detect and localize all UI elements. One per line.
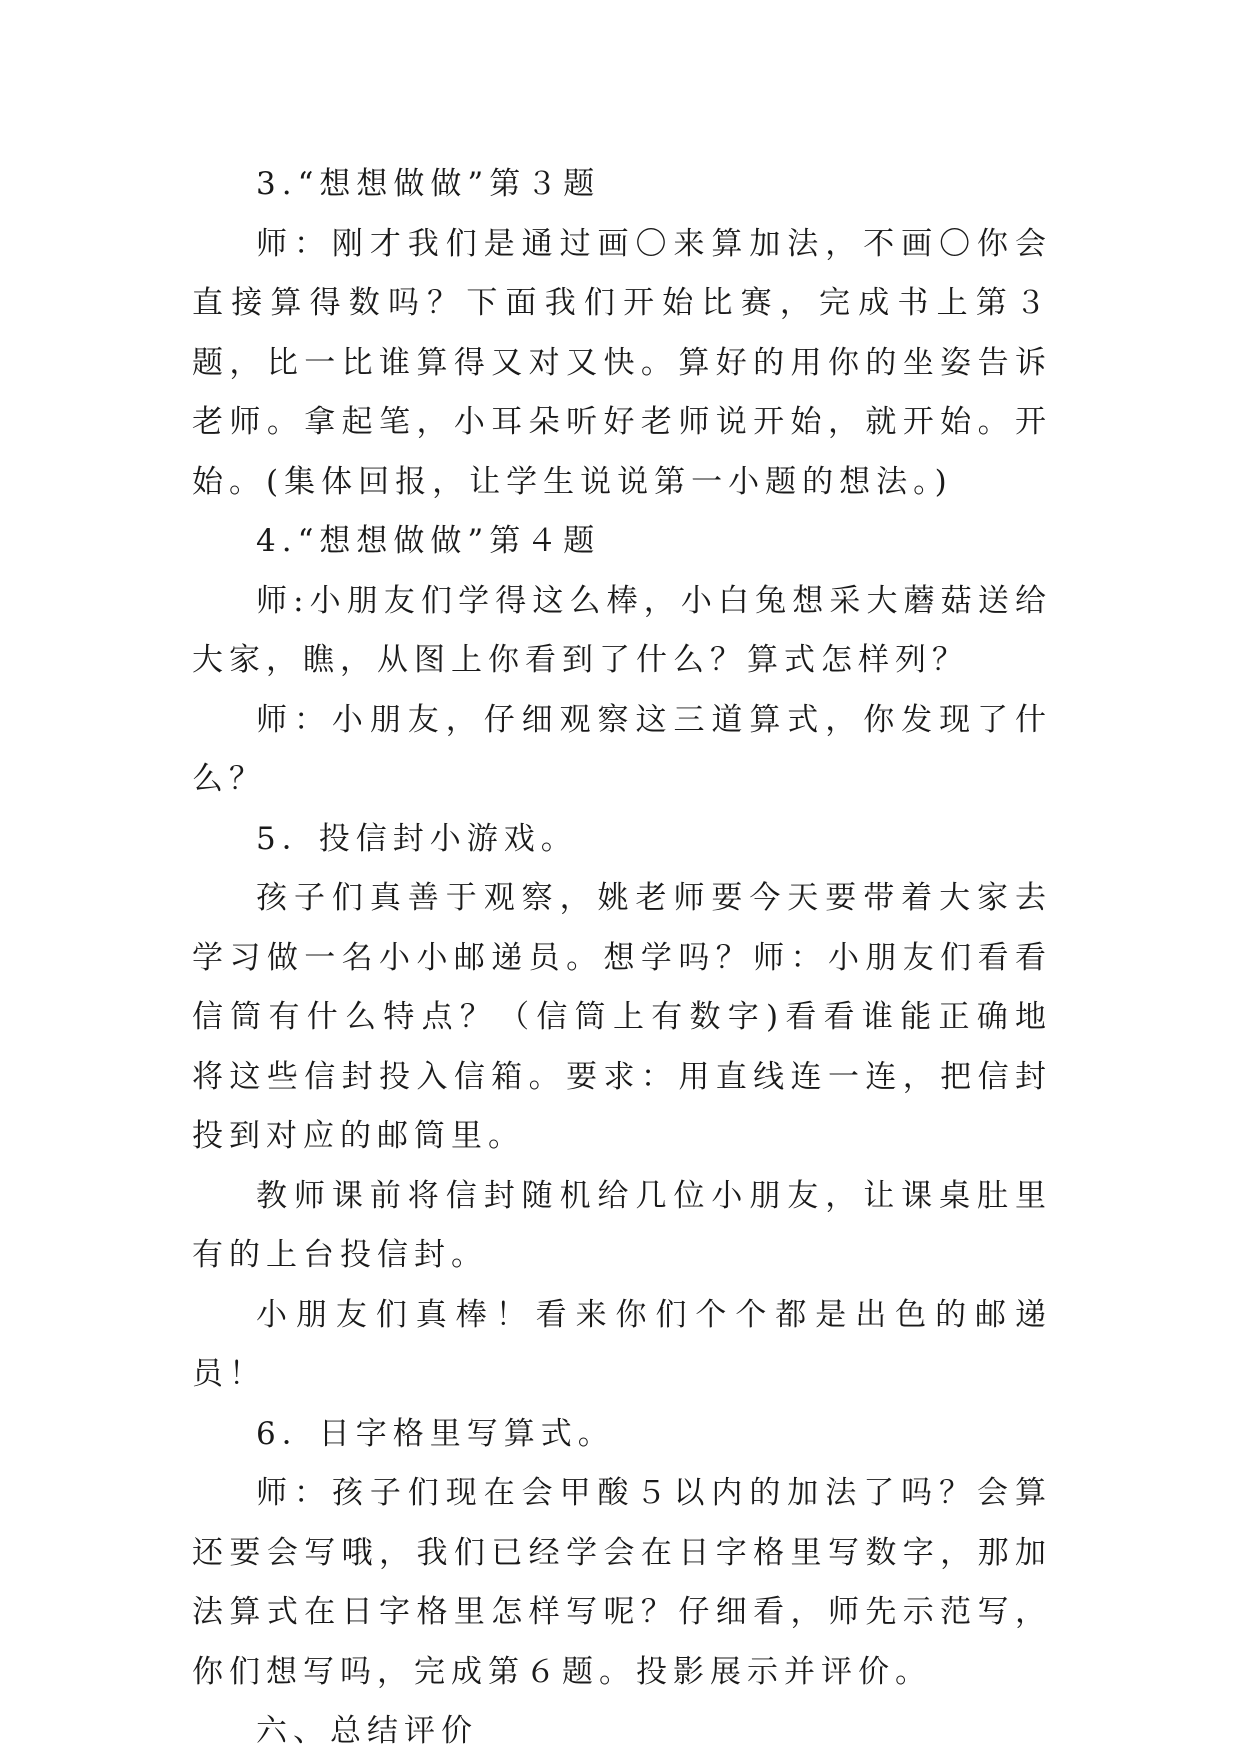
heading-exercise-3: 3.“想想做做”第３题 [256,166,601,202]
document-body [192,155,1052,1762]
heading-writing-grid: 6．日字格里写算式。 [256,1415,615,1452]
heading-summary: 六、总结评价 [256,1713,478,1749]
paragraph-exercise-4-b: 师：小朋友，仔细观察这三道算式，你发现了什么？ [192,701,1052,797]
paragraph-exercise-3: 师：刚才我们是通过画〇来算加法，不画〇你会直接算得数吗？下面我们开始比赛，完成书上第３题，比一比谁算得又对又快。算好的用你的坐姿告诉老师。拿起笔，小耳朵听好老师说开始，就开始。开始。(集体回报，让学生说说第一小题的想法。) [192,225,1052,500]
paragraph-praise: 小朋友们真棒！看来你们个个都是出色的邮递员！ [192,1296,1052,1392]
paragraph-envelope-distribution: 教师课前将信封随机给几位小朋友，让课桌肚里有的上台投信封。 [192,1177,1052,1273]
heading-envelope-game: 5．投信封小游戏。 [256,820,578,857]
paragraph-envelope-game: 孩子们真善于观察，姚老师要今天要带着大家去学习做一名小小邮递员。想学吗？师：小朋友们看看信筒有什么特点？（信筒上有数字)看看谁能正确地将这些信封投入信箱。要求：用直线连一连，把信封投到对应的邮筒里。 [192,880,1052,1154]
paragraph-writing-grid: 师：孩子们现在会甲酸５以内的加法了吗？会算还要会写哦，我们已经学会在日字格里写数字，那加法算式在日字格里怎样写呢？仔细看，师先示范写，你们想写吗，完成第６题。投影展示并评价。 [192,1475,1052,1690]
paragraph-exercise-4-a: 师:小朋友们学得这么棒，小白兔想采大蘑菇送给大家，瞧，从图上你看到了什么？算式怎样列？ [192,582,1052,678]
heading-exercise-4: 4.“想想做做”第４题 [256,523,601,559]
